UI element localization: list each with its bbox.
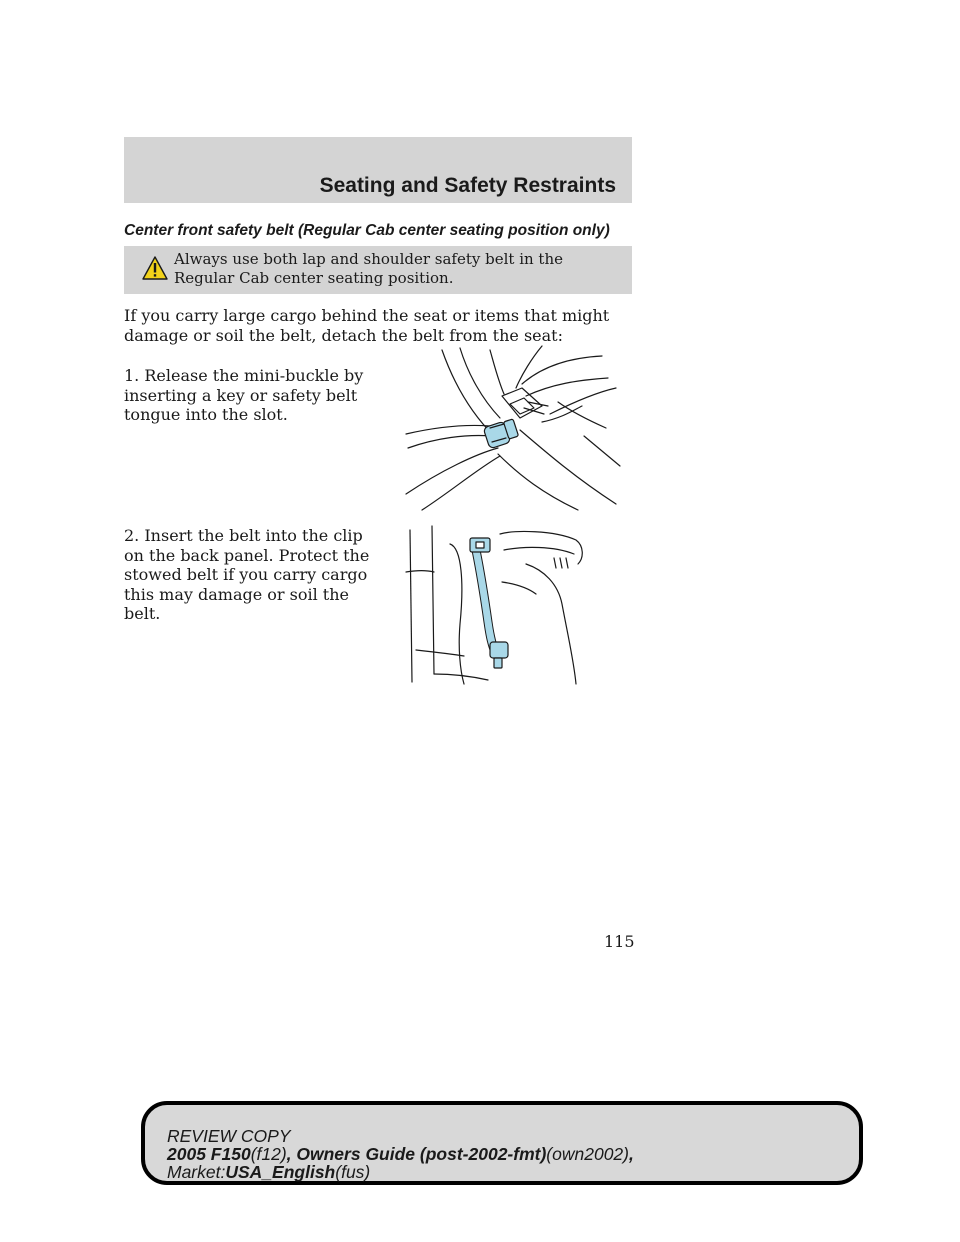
footer-market: USA_English — [225, 1162, 336, 1182]
page-number: 115 — [604, 932, 635, 951]
footer-model-code: (f12) — [250, 1144, 287, 1164]
footer-market-code: (fus) — [335, 1162, 371, 1182]
footer-guide-code: (own2002) — [546, 1144, 629, 1164]
page-header-title: Seating and Safety Restraints — [319, 174, 616, 197]
header-bar — [124, 137, 632, 203]
warning-triangle-icon — [142, 256, 168, 280]
section-heading: Center front safety belt (Regular Cab center seating position only) — [124, 222, 610, 239]
footer-comma: , — [629, 1144, 634, 1164]
intro-paragraph: If you carry large cargo behind the seat or items that might damage or soil the belt, detach the belt from the seat: — [124, 306, 610, 345]
review-copy-footer — [141, 1101, 863, 1185]
footer-guide: , Owners Guide (post-2002-fmt) — [286, 1144, 547, 1164]
step-2-text: 2. Insert the belt into the clip on the back panel. Protect the stowed belt if you carry cargo this may damage or soil the belt. — [124, 526, 370, 623]
footer-model-line — [167, 1145, 634, 1163]
footer-review-copy: REVIEW COPY — [167, 1126, 291, 1146]
mini-buckle-release-illustration — [402, 344, 628, 512]
stowed-belt-illustration — [404, 524, 590, 688]
footer-market-line — [167, 1163, 634, 1181]
footer-market-label: Market: — [167, 1162, 226, 1182]
step-1-text: 1. Release the mini-buckle by inserting a key or safety belt tongue into the slot. — [124, 366, 364, 424]
footer-model: 2005 F150 — [167, 1144, 251, 1164]
warning-box — [124, 246, 632, 294]
warning-text: Always use both lap and shoulder safety belt in the Regular Cab center seating position. — [174, 250, 563, 287]
